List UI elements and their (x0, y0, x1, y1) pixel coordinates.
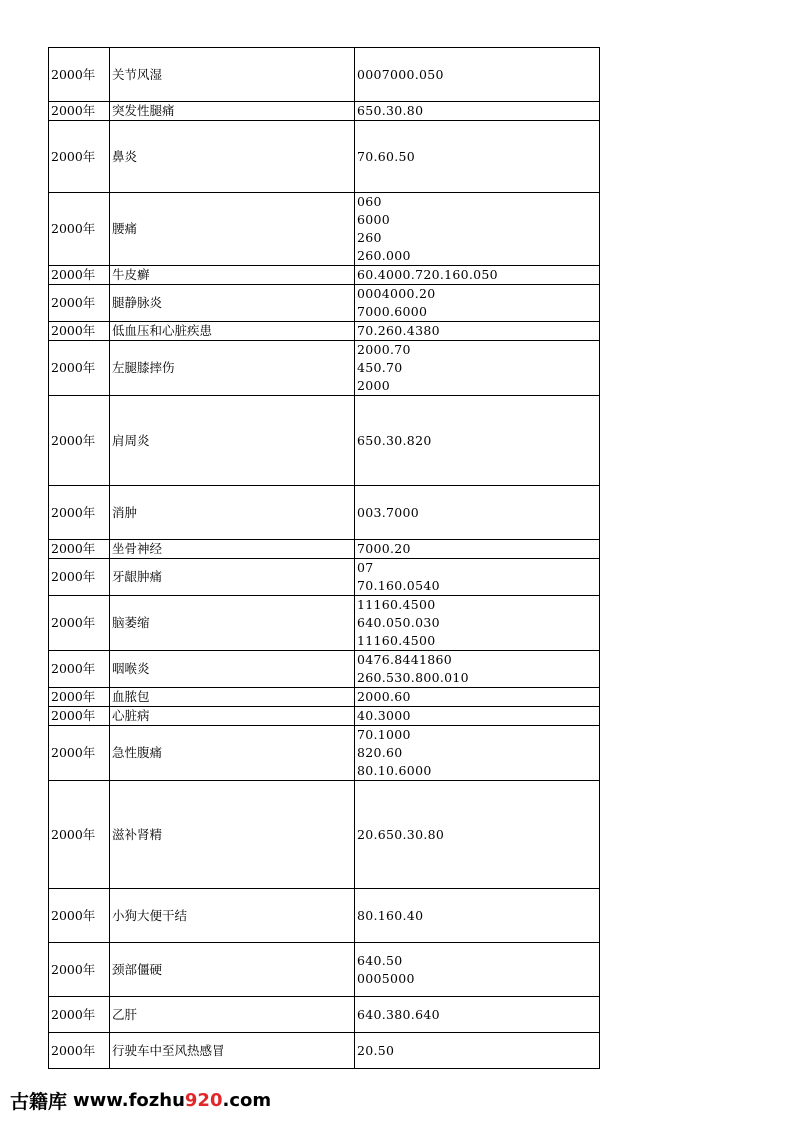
table-row (49, 322, 600, 341)
code-line: 640.380.640 (357, 1006, 440, 1022)
code-cell (355, 322, 600, 341)
code-line: 820.60 (357, 745, 403, 760)
condition-cell: 消肿 (110, 486, 355, 540)
code-line: 11160.4500 (357, 633, 436, 648)
condition-cell: 低血压和心脏疾患 (110, 322, 355, 341)
code-line: 640.50 (357, 952, 403, 968)
code-cell (355, 943, 600, 997)
year-cell: 2000年 (49, 688, 110, 707)
year-cell: 2000年 (49, 726, 110, 781)
condition-cell: 左腿膝摔伤 (110, 341, 355, 396)
code-cell (355, 285, 600, 322)
condition-cell: 颈部僵硬 (110, 943, 355, 997)
table-row (49, 396, 600, 486)
code-cell (355, 102, 600, 121)
code-line: 60.4000.720.160.050 (357, 267, 498, 282)
table-row (49, 726, 600, 781)
table-row (49, 285, 600, 322)
code-line: 0476.8441860 (357, 652, 453, 667)
footer-watermark (10, 1088, 271, 1112)
code-line: 2000 (357, 378, 391, 393)
code-line: 260.530.800.010 (357, 670, 469, 685)
code-cell (355, 486, 600, 540)
code-cell (355, 707, 600, 726)
code-line: 07 (357, 560, 374, 575)
code-line: 2000.60 (357, 689, 411, 704)
code-cell (355, 121, 600, 193)
year-cell: 2000年 (49, 540, 110, 559)
code-line: 260.000 (357, 248, 411, 263)
condition-cell: 行驶车中至风热感冒 (110, 1033, 355, 1069)
code-line: 650.30.820 (357, 432, 432, 448)
condition-cell: 坐骨神经 (110, 540, 355, 559)
condition-cell: 滋补肾精 (110, 781, 355, 889)
condition-cell: 咽喉炎 (110, 651, 355, 688)
code-cell (355, 48, 600, 102)
remedy-table-body (49, 48, 600, 1069)
condition-cell: 脑萎缩 (110, 596, 355, 651)
code-line: 0005000 (357, 970, 415, 986)
code-line: 7000.6000 (357, 304, 428, 319)
year-cell: 2000年 (49, 322, 110, 341)
code-cell (355, 781, 600, 889)
condition-cell: 血脓包 (110, 688, 355, 707)
table-row (49, 997, 600, 1033)
code-cell (355, 997, 600, 1033)
year-cell: 2000年 (49, 121, 110, 193)
code-line: 650.30.80 (357, 103, 424, 118)
code-line: 40.3000 (357, 708, 411, 723)
code-cell (355, 266, 600, 285)
year-cell: 2000年 (49, 48, 110, 102)
condition-cell: 小狗大便干结 (110, 889, 355, 943)
condition-cell: 腰痛 (110, 193, 355, 266)
table-row (49, 781, 600, 889)
code-cell (355, 1033, 600, 1069)
table-row (49, 1033, 600, 1069)
condition-cell: 乙肝 (110, 997, 355, 1033)
year-cell: 2000年 (49, 266, 110, 285)
code-line: 7000.20 (357, 541, 411, 556)
table-row (49, 559, 600, 596)
code-line: 0007000.050 (357, 66, 444, 82)
table-row (49, 193, 600, 266)
year-cell: 2000年 (49, 943, 110, 997)
code-cell (355, 341, 600, 396)
code-line: 80.10.6000 (357, 763, 432, 778)
year-cell: 2000年 (49, 559, 110, 596)
code-cell (355, 540, 600, 559)
table-row (49, 596, 600, 651)
footer-url-prefix[interactable]: www.fozhu (73, 1089, 185, 1111)
code-line: 003.7000 (357, 504, 420, 520)
code-line: 060 (357, 194, 382, 209)
code-line: 20.50 (357, 1042, 395, 1058)
year-cell: 2000年 (49, 341, 110, 396)
condition-cell: 鼻炎 (110, 121, 355, 193)
year-cell: 2000年 (49, 889, 110, 943)
code-line: 11160.4500 (357, 597, 436, 612)
year-cell: 2000年 (49, 997, 110, 1033)
table-row (49, 48, 600, 102)
remedy-table (48, 47, 600, 1069)
code-line: 640.050.030 (357, 615, 440, 630)
table-row (49, 540, 600, 559)
code-line: 6000 (357, 212, 391, 227)
year-cell: 2000年 (49, 486, 110, 540)
code-line: 70.260.4380 (357, 323, 440, 338)
condition-cell: 牛皮癣 (110, 266, 355, 285)
table-row (49, 341, 600, 396)
condition-cell: 腿静脉炎 (110, 285, 355, 322)
year-cell: 2000年 (49, 193, 110, 266)
code-line: 2000.70 (357, 342, 411, 357)
code-line: 450.70 (357, 360, 403, 375)
year-cell: 2000年 (49, 707, 110, 726)
code-line: 80.160.40 (357, 907, 424, 923)
code-cell (355, 559, 600, 596)
condition-cell: 关节风湿 (110, 48, 355, 102)
condition-cell: 牙龈肿痛 (110, 559, 355, 596)
table-row (49, 707, 600, 726)
code-cell (355, 889, 600, 943)
code-cell (355, 396, 600, 486)
year-cell: 2000年 (49, 651, 110, 688)
year-cell: 2000年 (49, 1033, 110, 1069)
table-row (49, 266, 600, 285)
year-cell: 2000年 (49, 596, 110, 651)
year-cell: 2000年 (49, 285, 110, 322)
footer-url-number[interactable]: 920 (184, 1089, 223, 1111)
code-cell (355, 193, 600, 266)
condition-cell: 心脏病 (110, 707, 355, 726)
code-line: 0004000.20 (357, 286, 436, 301)
table-row (49, 486, 600, 540)
condition-cell: 急性腹痛 (110, 726, 355, 781)
code-line: 20.650.30.80 (357, 826, 445, 842)
table-row (49, 121, 600, 193)
code-line: 70.60.50 (357, 148, 416, 164)
footer-brand: 古籍库 (10, 1090, 68, 1113)
condition-cell: 突发性腿痛 (110, 102, 355, 121)
code-cell (355, 651, 600, 688)
code-line: 70.160.0540 (357, 578, 440, 593)
table-row (49, 651, 600, 688)
table-row (49, 889, 600, 943)
code-cell (355, 726, 600, 781)
year-cell: 2000年 (49, 102, 110, 121)
year-cell: 2000年 (49, 781, 110, 889)
code-line: 70.1000 (357, 727, 411, 742)
footer-url-suffix[interactable]: .com (222, 1089, 272, 1111)
table-row (49, 102, 600, 121)
table-row (49, 943, 600, 997)
year-cell: 2000年 (49, 396, 110, 486)
condition-cell: 肩周炎 (110, 396, 355, 486)
code-cell (355, 688, 600, 707)
code-cell (355, 596, 600, 651)
code-line: 260 (357, 230, 382, 245)
table-row (49, 688, 600, 707)
